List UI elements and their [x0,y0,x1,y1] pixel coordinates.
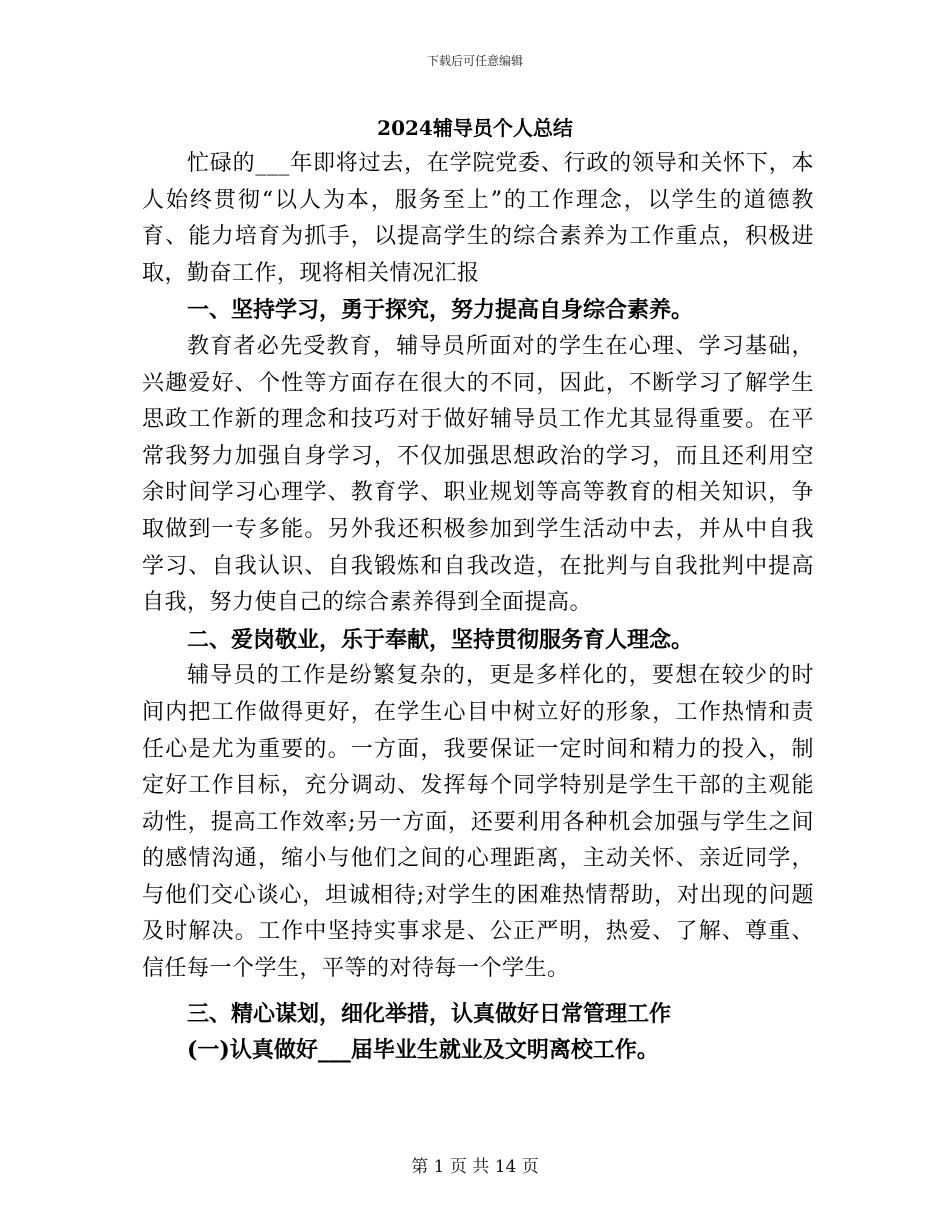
section-3-subheading-1: (一)认真做好___届毕业生就业及文明离校工作。 [187,1037,659,1064]
page-number: 第 1 页 共 14 页 [411,1157,539,1177]
document-body [142,146,814,1069]
section-2-heading: 二、爱岗敬业，乐于奉献，坚持贯彻服务育人理念。 [187,626,694,653]
header-note: 下载后可任意编辑 [426,54,523,68]
section-1-heading: 一、坚持学习，勇于探究，努力提高自身综合素养。 [187,297,694,324]
section-2-paragraph: 辅导员的工作是纷繁复杂的，更是多样化的，要想在较少的时间内把工作做得更好，在学生心目中树立好的形象，工作热情和责任心是尤为重要的。一方面，我要保证一定时间和精力的投入，制定好工作目标，充分调动、发挥每个同学特别是学生干部的主观能动性，提高工作效率;另一方面，还要利用各种机会加强与学生之间的感情沟通，缩小与他们之间的心理距离，主动关怀、亲近同学，与他们交心谈心，坦诚相待;对学生的困难热情帮助，对出现的问题及时解决。工作中坚持实事求是、公正严明，热爱、了解、尊重、信任每一个学生，平等的对待每一个学生。 [142,663,814,982]
section-1-paragraph: 教育者必先受教育，辅导员所面对的学生在心理、学习基础，兴趣爱好、个性等方面存在很大的不同，因此，不断学习了解学生思政工作新的理念和技巧对于做好辅导员工作尤其显得重要。在平常我努力加强自身学习，不仅加强思想政治的学习，而且还利用空余时间学习心理学、教育学、职业规划等高等教育的相关知识，争取做到一专多能。另外我还积极参加到学生活动中去，并从中自我学习、自我认识、自我锻炼和自我改造，在批判与自我批判中提高自我，努力使自己的综合素养得到全面提高。 [142,333,814,616]
document-title: 2024辅导员个人总结 [377,116,573,140]
intro-paragraph: 忙碌的___年即将过去，在学院党委、行政的领导和关怀下，本人始终贯彻“以人为本，服务至上”的工作理念，以学生的道德教育、能力培育为抓手，以提高学生的综合素养为工作重点，积极进取，勤奋工作，现将相关情况汇报 [142,151,814,286]
section-3-heading: 三、精心谋划，细化举措，认真做好日常管理工作 [187,1000,672,1027]
